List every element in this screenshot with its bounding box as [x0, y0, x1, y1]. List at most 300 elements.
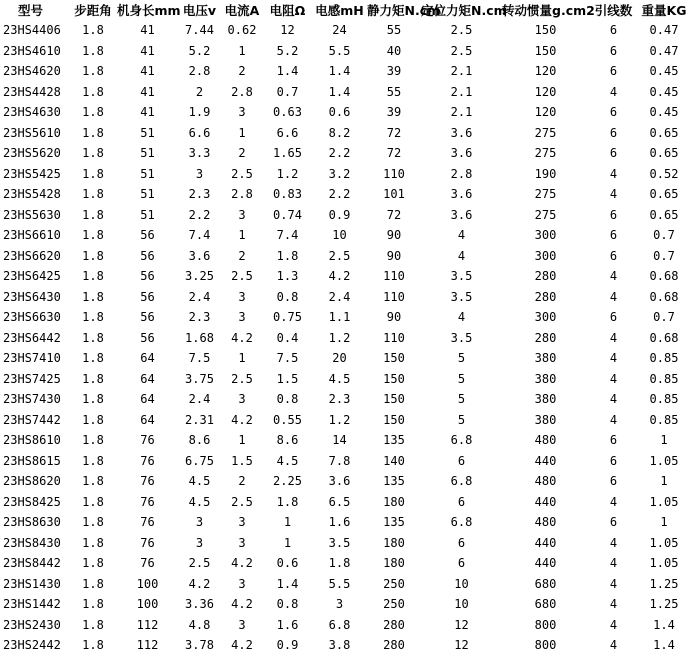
cell-holding-torque: 72	[386, 146, 402, 161]
cell-current: 1	[238, 351, 246, 366]
cell-voltage: 7.4	[188, 228, 211, 243]
cell-model: 23HS1430	[3, 576, 61, 591]
cell-body-length: 100	[136, 597, 159, 612]
cell-voltage: 4.2	[188, 576, 211, 591]
table-row	[0, 512, 690, 533]
cell-weight: 1	[660, 474, 668, 489]
cell-current: 0.62	[227, 23, 257, 38]
cell-detent-torque: 3.6	[450, 187, 473, 202]
table-row	[0, 123, 690, 144]
cell-rotor-inertia: 120	[534, 105, 557, 120]
cell-model: 23HS2430	[3, 617, 61, 632]
cell-model: 23HS5428	[3, 187, 61, 202]
cell-lead-count: 6	[609, 248, 618, 263]
cell-holding-torque: 72	[386, 125, 402, 140]
cell-detent-torque: 2.8	[450, 166, 473, 181]
cell-detent-torque: 6	[457, 535, 466, 550]
cell-body-length: 76	[140, 494, 155, 509]
cell-voltage: 4.5	[188, 494, 211, 509]
cell-detent-torque: 12	[454, 638, 469, 653]
cell-rotor-inertia: 150	[534, 23, 557, 38]
cell-inductance: 0.6	[328, 105, 351, 120]
cell-inductance: 3.2	[328, 166, 351, 181]
cell-rotor-inertia: 280	[534, 330, 557, 345]
column-header-voltage: 电压v	[182, 3, 217, 18]
cell-body-length: 64	[140, 371, 155, 386]
cell-weight: 0.45	[649, 105, 679, 120]
cell-weight: 0.68	[649, 269, 679, 284]
table-row	[0, 471, 690, 492]
cell-voltage: 2.4	[188, 289, 211, 304]
cell-rotor-inertia: 480	[534, 515, 557, 530]
cell-weight: 0.85	[649, 392, 679, 407]
cell-current: 3	[238, 207, 246, 222]
cell-current: 4.2	[231, 330, 253, 345]
table-row	[0, 553, 690, 574]
cell-model: 23HS5610	[3, 125, 61, 140]
cell-current: 2.5	[231, 269, 253, 284]
cell-weight: 0.85	[649, 371, 679, 386]
cell-resistance: 1.65	[273, 146, 302, 161]
cell-detent-torque: 5	[457, 371, 466, 386]
cell-voltage: 2.5	[188, 556, 211, 571]
cell-detent-torque: 3.5	[450, 289, 473, 304]
cell-model: 23HS8442	[3, 556, 61, 571]
table-row	[0, 635, 690, 656]
cell-current: 1	[238, 125, 246, 140]
cell-lead-count: 4	[609, 166, 618, 181]
cell-body-length: 41	[140, 43, 155, 58]
cell-model: 23HS5620	[3, 146, 61, 161]
cell-weight: 0.85	[649, 351, 679, 366]
cell-step-angle: 1.8	[82, 23, 104, 38]
cell-voltage: 7.5	[188, 351, 211, 366]
cell-holding-torque: 72	[386, 207, 402, 222]
cell-rotor-inertia: 480	[534, 474, 557, 489]
cell-lead-count: 4	[609, 351, 618, 366]
cell-detent-torque: 10	[454, 576, 469, 591]
cell-weight: 1.4	[653, 617, 675, 632]
cell-resistance: 1.4	[276, 576, 299, 591]
cell-detent-torque: 3.6	[450, 125, 473, 140]
cell-rotor-inertia: 680	[534, 597, 557, 612]
cell-current: 3	[238, 535, 246, 550]
cell-body-length: 51	[140, 207, 155, 222]
cell-lead-count: 6	[609, 453, 618, 468]
table-body	[0, 20, 690, 656]
cell-inductance: 20	[332, 351, 347, 366]
table-row	[0, 225, 690, 246]
cell-lead-count: 4	[609, 84, 618, 99]
cell-model: 23HS4428	[3, 84, 61, 99]
cell-rotor-inertia: 275	[534, 207, 557, 222]
cell-voltage: 3.78	[185, 638, 214, 653]
cell-step-angle: 1.8	[82, 412, 104, 427]
cell-body-length: 76	[140, 433, 155, 448]
header-row	[0, 0, 690, 20]
cell-inductance: 1.4	[328, 84, 351, 99]
cell-current: 2	[238, 64, 246, 79]
cell-body-length: 56	[140, 269, 155, 284]
cell-body-length: 64	[140, 351, 155, 366]
cell-lead-count: 4	[609, 289, 618, 304]
table-row	[0, 246, 690, 267]
cell-lead-count: 4	[609, 535, 618, 550]
cell-holding-torque: 150	[383, 392, 405, 407]
table-row	[0, 369, 690, 390]
cell-current: 3	[238, 289, 246, 304]
cell-current: 2.5	[231, 494, 253, 509]
cell-step-angle: 1.8	[82, 289, 104, 304]
table-row	[0, 615, 690, 636]
cell-resistance: 0.8	[276, 289, 299, 304]
cell-resistance: 1	[283, 515, 292, 530]
cell-current: 2.5	[231, 166, 253, 181]
cell-weight: 1.05	[649, 494, 679, 509]
cell-body-length: 64	[140, 392, 155, 407]
table-row	[0, 20, 690, 41]
cell-step-angle: 1.8	[82, 453, 104, 468]
cell-detent-torque: 5	[457, 392, 466, 407]
cell-lead-count: 6	[609, 146, 618, 161]
cell-voltage: 2	[195, 84, 204, 99]
cell-model: 23HS7410	[3, 351, 61, 366]
cell-body-length: 76	[140, 535, 155, 550]
cell-holding-torque: 101	[383, 187, 405, 202]
cell-lead-count: 6	[609, 515, 618, 530]
cell-voltage: 3.75	[185, 371, 214, 386]
cell-voltage: 1.68	[185, 330, 214, 345]
cell-resistance: 12	[280, 23, 295, 38]
cell-inductance: 10	[332, 228, 347, 243]
table-row	[0, 41, 690, 62]
cell-voltage: 2.2	[188, 207, 211, 222]
cell-lead-count: 6	[609, 23, 618, 38]
cell-model: 23HS8615	[3, 453, 61, 468]
cell-lead-count: 4	[609, 330, 618, 345]
cell-resistance: 6.6	[276, 125, 299, 140]
cell-body-length: 56	[140, 248, 155, 263]
cell-detent-torque: 2.5	[450, 43, 473, 58]
table-row	[0, 307, 690, 328]
column-header-lead-count: 引线数	[594, 3, 633, 18]
cell-resistance: 0.9	[276, 638, 299, 653]
cell-step-angle: 1.8	[82, 474, 104, 489]
cell-step-angle: 1.8	[82, 617, 104, 632]
cell-step-angle: 1.8	[82, 576, 104, 591]
cell-lead-count: 6	[609, 474, 618, 489]
cell-lead-count: 4	[609, 617, 618, 632]
cell-holding-torque: 110	[383, 289, 405, 304]
cell-weight: 0.7	[653, 228, 675, 243]
cell-weight: 1.05	[649, 535, 679, 550]
cell-voltage: 6.6	[188, 125, 211, 140]
cell-inductance: 1.4	[328, 64, 351, 79]
column-header-rotor-inertia: 转动惯量g.cm2	[502, 3, 595, 18]
cell-inductance: 1.2	[328, 330, 351, 345]
cell-weight: 0.45	[649, 64, 679, 79]
cell-detent-torque: 6	[457, 556, 466, 571]
cell-lead-count: 4	[609, 412, 618, 427]
cell-body-length: 100	[136, 576, 159, 591]
cell-body-length: 76	[140, 453, 155, 468]
cell-inductance: 0.9	[328, 207, 351, 222]
cell-step-angle: 1.8	[82, 310, 104, 325]
column-header-body-length: 机身长mm	[117, 3, 181, 18]
cell-holding-torque: 180	[383, 535, 405, 550]
cell-inductance: 8.2	[328, 125, 351, 140]
cell-body-length: 51	[140, 125, 155, 140]
cell-resistance: 4.5	[276, 453, 299, 468]
cell-rotor-inertia: 380	[534, 412, 557, 427]
cell-body-length: 41	[140, 64, 155, 79]
cell-holding-torque: 90	[386, 248, 402, 263]
cell-inductance: 3.8	[328, 638, 351, 653]
table-row	[0, 205, 690, 226]
column-header-resistance: 电阻Ω	[269, 3, 306, 18]
cell-model: 23HS8430	[3, 535, 61, 550]
cell-detent-torque: 6.8	[450, 515, 473, 530]
cell-lead-count: 4	[609, 597, 618, 612]
cell-step-angle: 1.8	[82, 556, 104, 571]
cell-body-length: 76	[140, 556, 155, 571]
cell-inductance: 3.5	[328, 535, 351, 550]
cell-resistance: 0.4	[276, 330, 299, 345]
cell-rotor-inertia: 190	[534, 166, 557, 181]
cell-holding-torque: 55	[386, 23, 402, 38]
cell-model: 23HS8610	[3, 433, 61, 448]
cell-holding-torque: 135	[383, 433, 405, 448]
cell-step-angle: 1.8	[82, 371, 104, 386]
cell-body-length: 56	[140, 310, 155, 325]
cell-voltage: 2.4	[188, 392, 211, 407]
cell-rotor-inertia: 275	[534, 146, 557, 161]
cell-body-length: 51	[140, 187, 155, 202]
cell-voltage: 3	[195, 515, 204, 530]
table-row	[0, 328, 690, 349]
cell-current: 2	[238, 248, 246, 263]
cell-step-angle: 1.8	[82, 638, 104, 653]
cell-holding-torque: 280	[383, 617, 405, 632]
cell-inductance: 6.8	[328, 617, 351, 632]
cell-step-angle: 1.8	[82, 494, 104, 509]
column-header-weight: 重量KG	[641, 3, 687, 18]
cell-rotor-inertia: 300	[534, 228, 557, 243]
cell-rotor-inertia: 300	[534, 248, 557, 263]
cell-lead-count: 6	[609, 310, 618, 325]
cell-inductance: 24	[332, 23, 347, 38]
cell-step-angle: 1.8	[82, 269, 104, 284]
cell-body-length: 41	[140, 105, 155, 120]
cell-body-length: 76	[140, 515, 155, 530]
column-header-detent-torque: 定位力矩N.cm	[421, 3, 507, 18]
cell-current: 3	[238, 392, 246, 407]
table-row	[0, 451, 690, 472]
cell-step-angle: 1.8	[82, 597, 104, 612]
cell-inductance: 2.2	[328, 146, 351, 161]
cell-holding-torque: 150	[383, 351, 405, 366]
cell-holding-torque: 110	[383, 330, 405, 345]
cell-step-angle: 1.8	[82, 330, 104, 345]
cell-weight: 1.4	[653, 638, 675, 653]
cell-current: 2.5	[231, 371, 253, 386]
cell-model: 23HS6430	[3, 289, 61, 304]
cell-step-angle: 1.8	[82, 207, 104, 222]
cell-step-angle: 1.8	[82, 392, 104, 407]
table-row	[0, 82, 690, 103]
cell-voltage: 8.6	[188, 433, 211, 448]
cell-holding-torque: 39	[386, 64, 402, 79]
cell-detent-torque: 2.1	[450, 64, 473, 79]
cell-weight: 0.85	[649, 412, 679, 427]
cell-rotor-inertia: 280	[534, 289, 557, 304]
cell-lead-count: 6	[609, 228, 618, 243]
cell-resistance: 0.7	[276, 84, 299, 99]
cell-weight: 0.7	[653, 310, 675, 325]
cell-current: 3	[238, 617, 246, 632]
cell-voltage: 3.3	[188, 146, 211, 161]
cell-holding-torque: 110	[383, 269, 405, 284]
cell-current: 2	[238, 474, 246, 489]
cell-detent-torque: 2.5	[450, 23, 473, 38]
cell-model: 23HS4620	[3, 64, 61, 79]
cell-resistance: 0.63	[273, 105, 302, 120]
cell-weight: 0.65	[649, 125, 679, 140]
cell-lead-count: 6	[609, 105, 618, 120]
cell-rotor-inertia: 480	[534, 433, 557, 448]
cell-current: 1	[238, 228, 246, 243]
table-row	[0, 594, 690, 615]
cell-current: 1	[238, 43, 246, 58]
cell-inductance: 2.3	[328, 392, 351, 407]
cell-detent-torque: 5	[457, 351, 466, 366]
cell-voltage: 4.5	[188, 474, 211, 489]
cell-inductance: 2.4	[328, 289, 351, 304]
cell-voltage: 2.3	[188, 187, 211, 202]
column-header-current: 电流A	[224, 3, 260, 18]
cell-inductance: 5.5	[328, 43, 351, 58]
cell-model: 23HS6442	[3, 330, 61, 345]
cell-model: 23HS7425	[3, 371, 61, 386]
cell-model: 23HS5630	[3, 207, 61, 222]
cell-rotor-inertia: 440	[534, 494, 557, 509]
cell-detent-torque: 6	[457, 494, 466, 509]
cell-step-angle: 1.8	[82, 125, 104, 140]
cell-current: 4.2	[231, 597, 253, 612]
cell-step-angle: 1.8	[82, 84, 104, 99]
cell-inductance: 1.6	[328, 515, 351, 530]
cell-voltage: 2.3	[188, 310, 211, 325]
cell-model: 23HS7430	[3, 392, 61, 407]
cell-body-length: 56	[140, 228, 155, 243]
cell-model: 23HS6425	[3, 269, 61, 284]
cell-model: 23HS8630	[3, 515, 61, 530]
cell-inductance: 2.2	[328, 187, 351, 202]
cell-weight: 0.7	[653, 248, 675, 263]
cell-inductance: 6.5	[328, 494, 351, 509]
cell-resistance: 8.6	[276, 433, 299, 448]
cell-inductance: 3.6	[328, 474, 351, 489]
cell-holding-torque: 40	[386, 43, 402, 58]
cell-resistance: 0.55	[273, 412, 302, 427]
cell-rotor-inertia: 440	[534, 556, 557, 571]
table-row	[0, 164, 690, 185]
cell-voltage: 4.8	[188, 617, 211, 632]
cell-resistance: 0.74	[273, 207, 302, 222]
cell-inductance: 4.5	[328, 371, 351, 386]
cell-lead-count: 4	[609, 556, 618, 571]
column-header-holding-torque: 静力矩N.cm	[367, 3, 441, 18]
cell-detent-torque: 4	[457, 310, 466, 325]
column-header-model: 型号	[18, 3, 44, 18]
cell-voltage: 6.75	[185, 453, 214, 468]
cell-lead-count: 4	[609, 576, 618, 591]
cell-step-angle: 1.8	[82, 248, 104, 263]
column-header-inductance: 电感mH	[315, 3, 364, 18]
cell-current: 2	[238, 146, 246, 161]
cell-step-angle: 1.8	[82, 105, 104, 120]
cell-body-length: 112	[136, 617, 159, 632]
table-row	[0, 266, 690, 287]
cell-detent-torque: 3.6	[450, 207, 473, 222]
cell-model: 23HS4630	[3, 105, 61, 120]
cell-model: 23HS8620	[3, 474, 61, 489]
cell-resistance: 5.2	[276, 43, 299, 58]
cell-model: 23HS6630	[3, 310, 61, 325]
cell-resistance: 1.3	[276, 269, 299, 284]
cell-weight: 1	[660, 433, 668, 448]
cell-detent-torque: 12	[454, 617, 469, 632]
cell-resistance: 1.6	[276, 617, 299, 632]
cell-current: 1	[238, 433, 246, 448]
cell-lead-count: 4	[609, 371, 618, 386]
cell-model: 23HS5425	[3, 166, 61, 181]
table-row	[0, 410, 690, 431]
cell-voltage: 3.36	[185, 597, 214, 612]
cell-resistance: 1.4	[276, 64, 299, 79]
cell-rotor-inertia: 800	[534, 617, 557, 632]
cell-body-length: 76	[140, 474, 155, 489]
cell-model: 23HS2442	[3, 638, 61, 653]
cell-inductance: 5.5	[328, 576, 351, 591]
cell-rotor-inertia: 380	[534, 392, 557, 407]
cell-rotor-inertia: 280	[534, 269, 557, 284]
cell-step-angle: 1.8	[82, 515, 104, 530]
cell-holding-torque: 135	[383, 474, 405, 489]
cell-holding-torque: 250	[383, 597, 405, 612]
cell-resistance: 1.2	[276, 166, 299, 181]
cell-current: 3	[238, 105, 246, 120]
cell-lead-count: 6	[609, 64, 618, 79]
cell-current: 3	[238, 576, 246, 591]
cell-detent-torque: 5	[457, 412, 466, 427]
cell-detent-torque: 6.8	[450, 474, 473, 489]
cell-step-angle: 1.8	[82, 187, 104, 202]
cell-detent-torque: 2.1	[450, 105, 473, 120]
cell-body-length: 56	[140, 330, 155, 345]
cell-holding-torque: 39	[386, 105, 402, 120]
table-row	[0, 430, 690, 451]
cell-inductance: 3	[335, 597, 344, 612]
cell-holding-torque: 180	[383, 556, 405, 571]
cell-rotor-inertia: 120	[534, 84, 557, 99]
cell-lead-count: 6	[609, 125, 618, 140]
cell-voltage: 7.44	[185, 23, 214, 38]
cell-weight: 0.52	[649, 166, 679, 181]
cell-resistance: 0.75	[273, 310, 302, 325]
cell-detent-torque: 3.5	[450, 269, 473, 284]
cell-current: 3	[238, 515, 246, 530]
